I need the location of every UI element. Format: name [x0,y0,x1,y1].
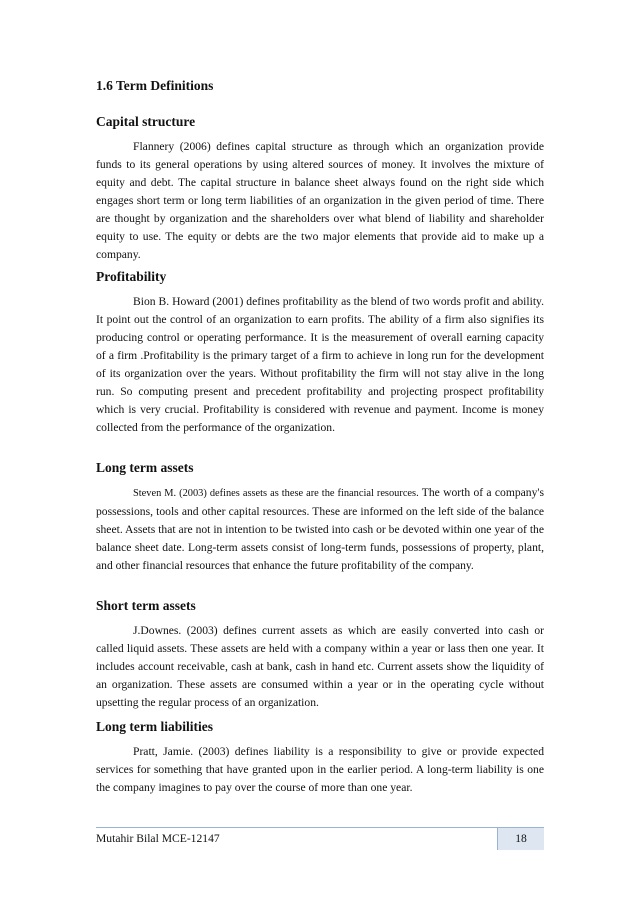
section-capital-structure [96,113,544,264]
footer-author: Mutahir Bilal MCE-12147 [96,832,220,845]
section-paragraph: Pratt, Jamie. (2003) defines liability is a responsibility to give or provide expected services for something that have granted upon in the earlier period. A long-term liability is one the company imagines to pay over the course of more than one year. [96,745,544,794]
page-footer [96,827,544,850]
section-paragraph [96,477,544,575]
section-title: Long term assets [96,460,194,475]
section-short-term-assets [96,597,544,712]
paragraph-rest: The worth of a company's possessions, tools and other capital resources. These are informed on the left side of the balance sheet. Assets that are not in intention to be twisted into cash or be devoted within one year of the balance sheet date. Long-term assets consist of long-term funds, possessions of property, plant, and other financial resources that enhance the future profitability of the company. [96,486,544,572]
page-number: 18 [497,828,544,850]
section-title: Long term liabilities [96,719,213,734]
section-title: Capital structure [96,114,196,129]
citation-lead: Steven M. (2003) defines assets as these are the financial resources. [133,488,419,499]
section-long-term-assets [96,459,544,575]
section-profitability [96,268,544,437]
page-heading: 1.6 Term Definitions [96,78,214,93]
section-paragraph: J.Downes. (2003) defines current assets as which are easily converted into cash or called liquid assets. These assets are held with a company within a year or lass then one year. It includes account receivable, cash at bank, cash in hand etc. Current assets show the liquidity of an organization. These assets are consumed within a year or in the operating cycle without upsetting the regular process of an organization. [96,624,544,709]
section-paragraph: Flannery (2006) defines capital structure as through which an organization provide funds to its general operations by using altered sources of money. It involves the mixture of equity and debt. The capital structure in balance sheet always found on the right side which engages short term or long term liabilities of an organization in the given period of time. There are thought by organization and the shareholders over what blend of liability and shareholder equity to use. The equity or debts are the two major elements that provide aid to make up a company. [96,140,544,261]
section-title: Profitability [96,269,167,284]
section-long-term-liabilities [96,718,544,797]
section-title: Short term assets [96,598,196,613]
section-paragraph: Bion B. Howard (2001) defines profitability as the blend of two words profit and ability. It point out the control of an organization to earn profits. The ability of a firm also signifies its producing control or operating performance. It is the measurement of overall earning capacity of a firm .Profitability is the primary target of a firm to achieve in long run for the development of its organization over the years. Without profitability the firm will not stay alive in the long run. So computing present and precedent profitability and projecting prospect profitability which is very crucial. Profitability is considered with revenue and payment. Income is money collected from the performance of the organization. [96,295,544,434]
